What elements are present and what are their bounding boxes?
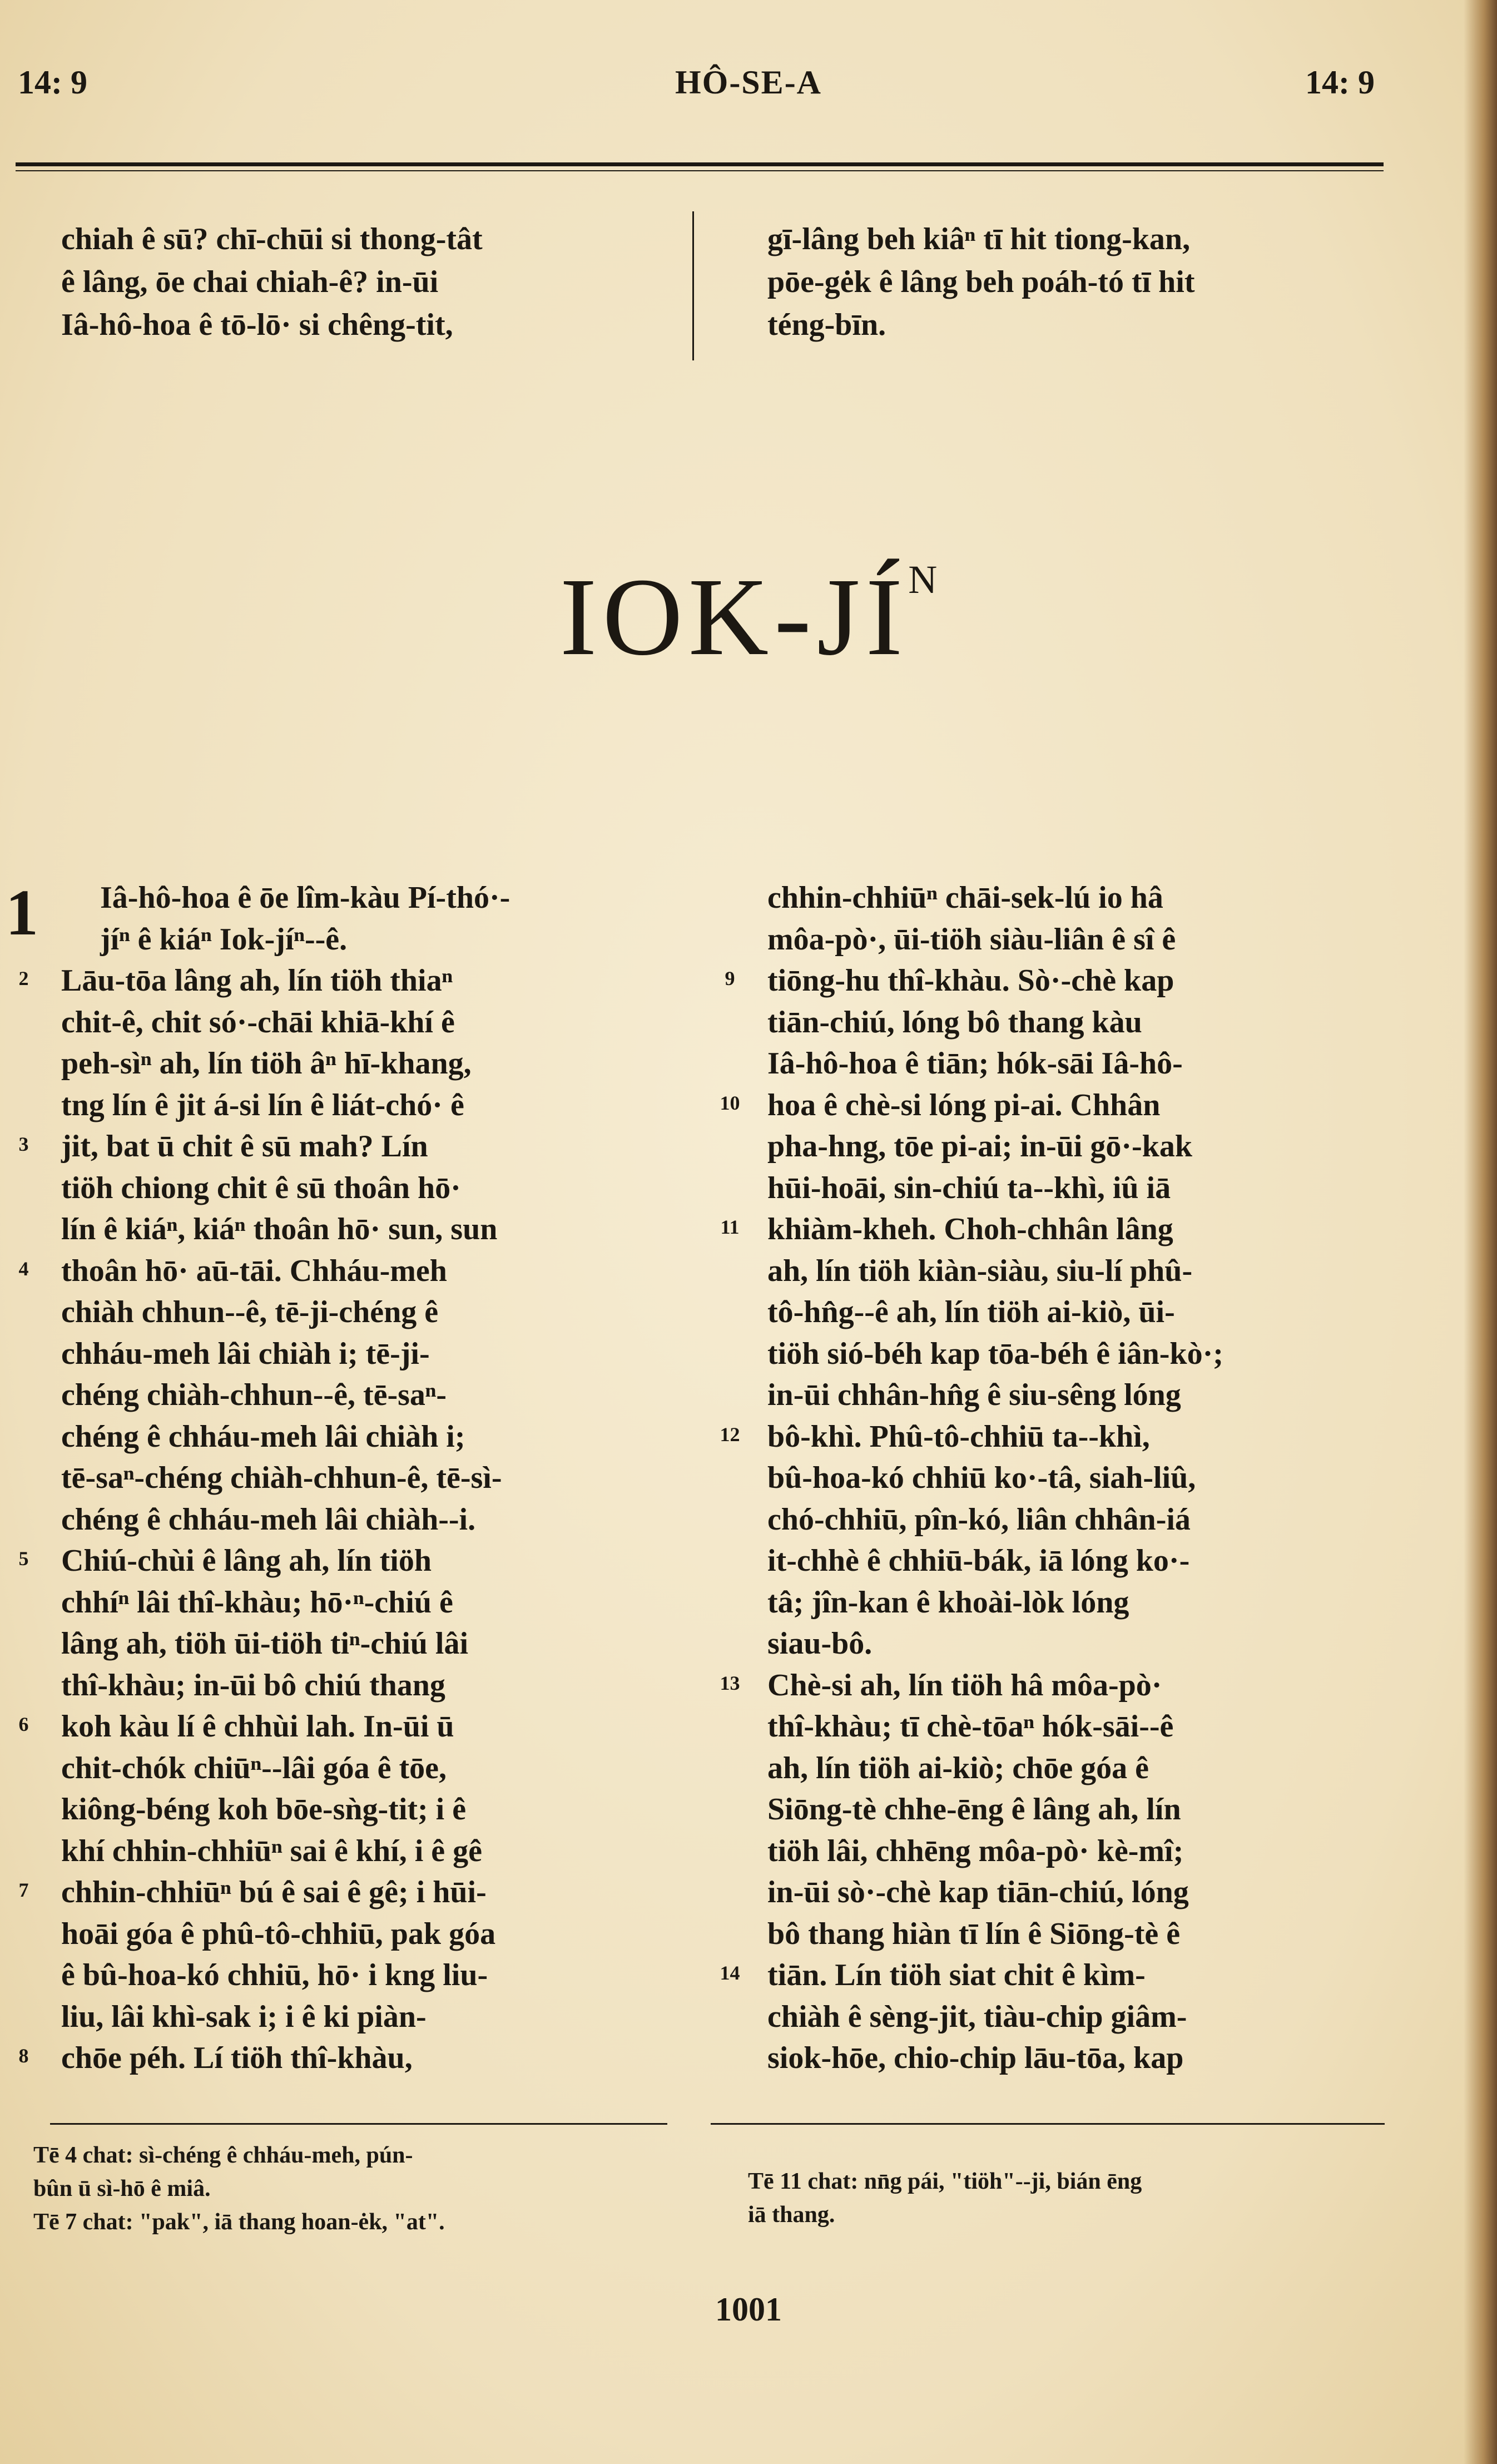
line-text: lâng ah, tiöh ūi-tiöh tiⁿ-chiú lâi	[61, 1626, 469, 1661]
line-text: chó-chhiū, pîn-kó, liân chhân-iá	[767, 1502, 1191, 1537]
line-text: bô thang hiàn tī lín ê Siōng-tè ê	[767, 1916, 1181, 1951]
line-text: tiöh chiong chit ê sū thoân hō·	[61, 1170, 461, 1205]
line-text: jit, bat ū chit ê sū mah? Lín	[61, 1129, 428, 1164]
text-line	[18, 1706, 510, 1748]
continuation-left	[61, 218, 483, 347]
text-line	[61, 1665, 510, 1706]
text-line	[18, 1126, 510, 1167]
line-text: khí chhin-chhiūⁿ sai ê khí, i ê gê	[61, 1833, 482, 1868]
line-text: chhíⁿ lâi thî-khàu; hō·ⁿ-chiú ê	[61, 1585, 453, 1620]
line-text: thî-khàu; in-ūi bô chiú thang	[61, 1668, 445, 1703]
text-line	[61, 1167, 510, 1209]
text-line	[767, 2037, 1223, 2079]
column-separator-top	[692, 211, 694, 360]
line-text: chhin-chhiūⁿ bú ê sai ê gê; i hūi-	[61, 1875, 487, 1909]
text-line	[61, 1955, 510, 1996]
line-text: tē-saⁿ-chéng chiàh-chhun-ê, tē-sì-	[61, 1461, 502, 1495]
text-line	[61, 1913, 510, 1955]
footnote-rule-right	[711, 2123, 1385, 2125]
continuation-line: ê lâng, ōe chai chiah-ê? in-ūi	[61, 265, 439, 299]
book-title-superscript: N	[908, 557, 938, 602]
text-line	[61, 1416, 510, 1458]
line-text: chit-chók chiūⁿ--lâi góa ê tōe,	[61, 1750, 447, 1785]
text-line	[61, 877, 510, 919]
line-text: khiàm-kheh. Choh-chhân lâng	[767, 1212, 1173, 1246]
line-text: tâ; jîn-kan ê khoài-lòk lóng	[767, 1585, 1129, 1620]
line-text: tiān-chiú, lóng bô thang kàu	[767, 1005, 1142, 1040]
footnote-line: bûn ū sì-hō ê miâ.	[33, 2176, 211, 2201]
text-line	[767, 1830, 1223, 1872]
verse-number: 13	[720, 1671, 740, 1694]
verse-number: 3	[18, 1133, 29, 1155]
line-text: Chiú-chùi ê lâng ah, lín tiöh	[61, 1543, 432, 1578]
text-line	[720, 1085, 1223, 1126]
chapter-number: 1	[6, 876, 38, 949]
text-line	[767, 1913, 1223, 1955]
line-text: chéng ê chháu-meh lâi chiàh i;	[61, 1419, 465, 1454]
verse-number: 4	[18, 1257, 29, 1280]
line-text: liu, lâi khì-sak i; i ê ki piàn-	[61, 1999, 427, 2034]
left-text-column	[6, 876, 510, 2079]
line-text: chōe péh. Lí tiöh thî-khàu,	[61, 2041, 413, 2075]
footnotes-right	[748, 2165, 1142, 2232]
text-line	[767, 1499, 1223, 1541]
line-text: Chè-si ah, lín tiöh hâ môa-pò·	[767, 1668, 1162, 1703]
text-line	[61, 1623, 510, 1665]
text-line	[720, 1416, 1223, 1458]
line-text: it-chhè ê chhiū-bák, iā lóng ko·-	[767, 1543, 1190, 1578]
text-line	[18, 960, 510, 1002]
text-line	[767, 1333, 1223, 1375]
continuation-line: téng-bīn.	[767, 308, 886, 342]
line-text: siok-hōe, chio-chip lāu-tōa, kap	[767, 2041, 1184, 2075]
verse-number: 5	[18, 1547, 29, 1570]
verse-number: 9	[725, 967, 735, 989]
line-text: chhin-chhiūⁿ chāi-sek-lú io hâ	[767, 880, 1163, 915]
text-line	[61, 1374, 510, 1416]
text-line	[767, 1872, 1223, 1913]
footnote-line: Tē 7 chat: "pak", iā thang hoan-ėk, "at".	[33, 2209, 445, 2235]
text-line	[767, 1623, 1223, 1665]
text-line	[767, 1126, 1223, 1167]
line-text: môa-pò·, ūi-tiöh siàu-liân ê sî ê	[767, 922, 1176, 957]
verse-number: 6	[18, 1713, 29, 1735]
footnotes-left	[33, 2139, 445, 2239]
text-line	[720, 1665, 1223, 1706]
footnote-rule-left	[50, 2123, 667, 2125]
book-title	[0, 556, 1497, 679]
book-title-main: IOK-JÍ	[559, 556, 909, 679]
text-line	[767, 1706, 1223, 1748]
text-line	[767, 1582, 1223, 1624]
line-text: hoa ê chè-si lóng pi-ai. Chhân	[767, 1087, 1161, 1122]
verse-number: 12	[720, 1423, 740, 1446]
text-line	[61, 1333, 510, 1375]
text-line	[18, 1872, 510, 1913]
footnote-line: iā thang.	[748, 2202, 835, 2228]
footnote-line: Tē 4 chat: sì-chéng ê chháu-meh, pún-	[33, 2143, 413, 2168]
text-line	[61, 1085, 510, 1126]
continuation-right	[767, 218, 1195, 347]
continuation-line: chiah ê sū? chī-chūi si thong-tât	[61, 222, 483, 256]
line-text: Siōng-tè chhe-ēng ê lâng ah, lín	[767, 1792, 1181, 1827]
line-text: chiàh ê sèng-jit, tiàu-chip giâm-	[767, 1999, 1187, 2034]
line-text: kiông-béng koh bōe-sǹg-tit; i ê	[61, 1792, 467, 1827]
line-text: hūi-hoāi, sin-chiú ta--khì, iû iā	[767, 1170, 1171, 1205]
text-line	[767, 1996, 1223, 2038]
line-text: ah, lín tiöh kiàn-siàu, siu-lí phû-	[767, 1253, 1193, 1288]
line-text: chit-ê, chit só·-chāi khiā-khí ê	[61, 1005, 455, 1040]
header-book-name: HÔ-SE-A	[675, 64, 822, 101]
page-edge	[1464, 0, 1497, 2464]
verse-number: 11	[720, 1216, 740, 1238]
line-text: thoân hō· aū-tāi. Chháu-meh	[61, 1253, 447, 1288]
page-number: 1001	[715, 2291, 782, 2328]
line-text: hoāi góa ê phû-tô-chhiū, pak góa	[61, 1916, 496, 1951]
line-text: koh kàu lí ê chhùi lah. In-ūi ū	[61, 1709, 454, 1744]
verse-number: 2	[18, 967, 29, 989]
text-line	[61, 1789, 510, 1830]
line-text: tô-hn̂g--ê ah, lín tiöh ai-kiò, ūi-	[767, 1295, 1175, 1329]
verse-number: 14	[720, 1962, 740, 1984]
line-text: Iâ-hô-hoa ê ōe lîm-kàu Pí-thó·-	[100, 880, 510, 915]
line-text: peh-sìⁿ ah, lín tiöh âⁿ hī-khang,	[61, 1046, 472, 1081]
verse-number: 10	[720, 1091, 740, 1114]
line-text: lín ê kiáⁿ, kiáⁿ thoân hō· sun, sun	[61, 1212, 498, 1246]
text-line	[767, 877, 1223, 919]
text-line	[61, 1209, 510, 1250]
line-text: tiān. Lín tiöh siat chit ê kìm-	[767, 1958, 1146, 1992]
line-text: bû-hoa-kó chhiū ko·-tâ, siah-liû,	[767, 1461, 1196, 1495]
line-text: Lāu-tōa lâng ah, lín tiöh thiaⁿ	[61, 963, 453, 998]
text-line	[767, 1167, 1223, 1209]
header-right-reference: 14: 9	[1305, 64, 1375, 101]
text-line	[767, 1250, 1223, 1292]
line-text: ê bû-hoa-kó chhiū, hō· i kng liu-	[61, 1958, 488, 1992]
line-text: chháu-meh lâi chiàh i; tē-ji-	[61, 1336, 430, 1371]
text-line	[61, 1002, 510, 1043]
text-line	[61, 1582, 510, 1624]
text-line	[18, 1540, 510, 1582]
text-line	[720, 1955, 1223, 1996]
right-text-column	[720, 877, 1223, 2079]
header-rule-thick	[16, 162, 1384, 166]
text-line	[61, 919, 510, 961]
line-text: in-ūi sò·-chè kap tiān-chiú, lóng	[767, 1875, 1189, 1909]
text-line	[18, 1250, 510, 1292]
text-line	[720, 1209, 1223, 1250]
header-left-reference: 14: 9	[18, 64, 87, 101]
text-line	[61, 1457, 510, 1499]
text-line	[767, 1043, 1223, 1085]
line-text: Iâ-hô-hoa ê tiān; hók-sāi Iâ-hô-	[767, 1046, 1183, 1081]
line-text: jíⁿ ê kiáⁿ Iok-jíⁿ--ê.	[100, 922, 348, 957]
verse-number: 8	[18, 2045, 29, 2067]
line-text: tiöh lâi, chhēng môa-pò· kè-mî;	[767, 1833, 1184, 1868]
line-text: pha-hng, tōe pi-ai; in-ūi gō·-kak	[767, 1129, 1192, 1164]
text-line	[61, 1499, 510, 1541]
text-line	[767, 1374, 1223, 1416]
text-line	[767, 1457, 1223, 1499]
continuation-line: Iâ-hô-hoa ê tō-lō· si chêng-tit,	[61, 308, 453, 342]
line-text: ah, lín tiöh ai-kiò; chōe góa ê	[767, 1750, 1149, 1785]
line-text: siau-bô.	[767, 1626, 873, 1661]
text-line	[767, 1540, 1223, 1582]
line-text: tiōng-hu thî-khàu. Sò·-chè kap	[767, 963, 1174, 998]
line-text: in-ūi chhân-hn̂g ê siu-sêng lóng	[767, 1378, 1181, 1412]
text-line	[61, 1748, 510, 1789]
header-rule-thin	[16, 170, 1384, 171]
text-line	[725, 960, 1223, 1002]
text-line	[767, 1748, 1223, 1789]
verse-number: 7	[18, 1879, 29, 1901]
text-line	[61, 1292, 510, 1333]
line-text: tiöh sió-béh kap tōa-béh ê iân-kò·;	[767, 1336, 1223, 1371]
continuation-line: pōe-gėk ê lâng beh poáh-tó tī hit	[767, 265, 1195, 299]
line-text: chéng chiàh-chhun--ê, tē-saⁿ-	[61, 1378, 447, 1412]
continuation-line: gī-lâng beh kiâⁿ tī hit tiong-kan,	[767, 222, 1191, 256]
text-line	[767, 1292, 1223, 1333]
line-text: chéng ê chháu-meh lâi chiàh--i.	[61, 1502, 476, 1537]
line-text: thî-khàu; tī chè-tōaⁿ hók-sāi--ê	[767, 1709, 1174, 1744]
text-line	[767, 919, 1223, 961]
text-line	[767, 1002, 1223, 1043]
text-line	[18, 2037, 510, 2079]
text-line	[61, 1043, 510, 1085]
line-text: tng lín ê jit á-si lín ê liát-chó· ê	[61, 1087, 464, 1122]
text-line	[61, 1830, 510, 1872]
footnote-line: Tē 11 chat: nn̄g pái, "tiöh"--ji, bián ēng	[748, 2169, 1142, 2194]
text-line	[767, 1789, 1223, 1830]
text-line	[61, 1996, 510, 2038]
line-text: chiàh chhun--ê, tē-ji-chéng ê	[61, 1295, 439, 1329]
line-text: bô-khì. Phû-tô-chhiū ta--khì,	[767, 1419, 1150, 1454]
